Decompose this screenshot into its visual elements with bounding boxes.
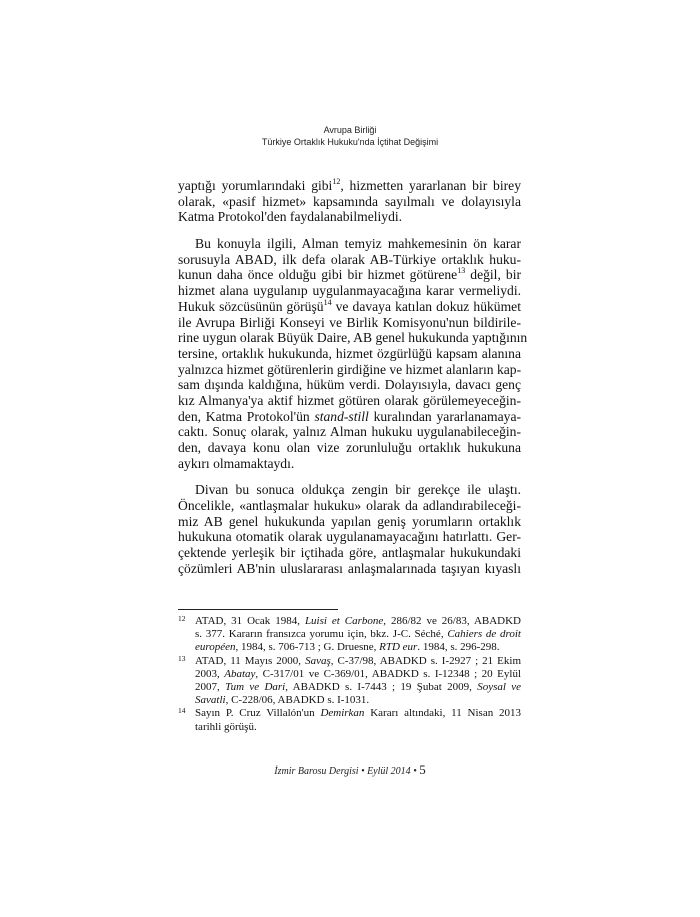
text: , ABADKD s. I-7443 ; 19 Şubat 2009, — [285, 680, 478, 693]
text: , C-37/98, ABADKD s. I-2927 ; 21 Ekim — [330, 654, 522, 667]
text: çektende yerleşik bir içtihada göre, antlaşmalar hukukundaki — [178, 545, 521, 561]
text-line — [178, 529, 521, 545]
text: kunun daha önce olduğu gibi bir hizmet götürene — [178, 267, 458, 283]
running-header-title: Avrupa Birliği — [323, 125, 377, 135]
text: . 1984, s. 296-298. — [417, 641, 500, 654]
italic-text: Demirkan — [320, 707, 365, 720]
text: ATAD, 11 Mayıs 2000, — [195, 654, 306, 667]
text: kuralından yararlanamaya- — [368, 408, 522, 424]
footnote-number: 14 — [178, 706, 186, 716]
text: hukukuna otomatik olarak uygulanamayacağını hatırlattı. Ger- — [178, 529, 521, 545]
text: Sayın P. Cruz Villalón'un — [195, 707, 321, 720]
text-line — [178, 299, 521, 315]
italic-text: RTD eur — [379, 641, 418, 654]
text: yaptığı yorumlarındaki gibi — [178, 178, 333, 193]
text-line — [178, 409, 521, 425]
text-line — [178, 561, 521, 577]
text-line — [195, 655, 521, 668]
italic-text: Cahiers de droit — [447, 628, 521, 641]
text: miz AB genel hukukunda yapılan geniş yorumların ortaklık — [178, 513, 521, 529]
text-line — [178, 236, 521, 252]
paragraph — [178, 236, 528, 471]
footnote-reference[interactable]: 13 — [457, 266, 466, 276]
text: ATAD, 31 Ocak 1984, — [195, 615, 305, 627]
text: , 286/82 ve 26/83, ABADKD — [383, 615, 521, 627]
text-line — [178, 498, 521, 514]
text: Divan bu sonuca oldukça zengin bir gerekçe ile ulaştı. — [195, 482, 521, 498]
text-line — [195, 707, 521, 720]
text: tarihli görüşü. — [195, 720, 257, 733]
text: 2007, — [195, 680, 226, 693]
text-line — [178, 545, 521, 561]
text: , C-228/06, ABADKD s. I-1031. — [225, 694, 370, 707]
text-line — [178, 440, 521, 456]
footnotes — [178, 615, 521, 734]
italic-text: Tum ve Dari — [225, 680, 286, 693]
text-line — [178, 456, 521, 472]
text: değil, bir — [465, 267, 521, 283]
text: , hizmetten yararlanan bir birey — [340, 178, 521, 193]
footnote — [178, 655, 521, 708]
page-footer — [0, 762, 700, 778]
text: Kararı altındaki, 11 Nisan 2013 — [364, 707, 521, 720]
text-line — [178, 424, 521, 440]
text: s. 377. Kararın fransızca yorumu için, bkz. J-C. Séché, — [195, 628, 448, 641]
text: tersine, ortaklık hukukunda, hizmet özgürlüğü kapsam alanına — [178, 345, 521, 361]
body-text — [178, 177, 528, 577]
footer-separator: • — [413, 766, 417, 777]
italic-text: Abatay — [224, 667, 256, 680]
text: aykırı olmamaktaydı. — [178, 455, 295, 471]
text: ve davaya katılan dokuz hükümet — [331, 298, 521, 314]
text: , 1984, s. 706-713 ; G. Druesne, — [235, 641, 380, 654]
text-line — [195, 694, 521, 707]
text-line — [178, 393, 521, 409]
italic-text: stand-still — [314, 408, 369, 424]
text: Katma Protokol'den faydalanabilmeliydi. — [178, 209, 403, 225]
text-line — [195, 641, 521, 654]
text-line — [178, 252, 521, 268]
text-line — [178, 315, 521, 331]
text-line — [195, 721, 521, 734]
text: Bu konuyla ilgili, Alman temyiz mahkemesinin ön karar — [195, 236, 521, 252]
text-line — [178, 267, 521, 283]
text-line — [178, 194, 521, 210]
footnote-reference[interactable]: 12 — [332, 177, 341, 186]
italic-text: Savaş — [305, 654, 331, 667]
italic-text: européen — [195, 641, 236, 654]
italic-text: Luisi et Carbone — [304, 615, 384, 627]
text-line — [195, 628, 521, 641]
running-header-subtitle: Türkiye Ortaklık Hukuku'nda İçtihat Değişimi — [261, 137, 439, 147]
text-line — [178, 346, 521, 362]
text-line — [178, 514, 521, 530]
footnote-number: 12 — [178, 614, 186, 623]
text: Hukuk sözcüsünün görüşü — [178, 298, 324, 314]
page-number: 5 — [419, 762, 426, 777]
text-line — [178, 362, 521, 378]
text: ile Avrupa Birliği Konseyi ve Birlik Komisyonu'nun bildirile- — [178, 314, 521, 330]
text-line — [178, 283, 521, 299]
text: 2003, — [195, 667, 225, 680]
text-line — [178, 178, 521, 194]
text: çözümleri AB'nin uluslararası anlaşmalarınada taşıyan kıyaslı — [178, 560, 521, 576]
text-line — [195, 668, 521, 681]
footnote — [178, 707, 521, 733]
text-line — [178, 330, 528, 346]
text-line — [195, 615, 521, 628]
issue-date: Eylül 2014 — [367, 766, 411, 777]
footer-separator: • — [361, 766, 365, 777]
italic-text: Soysal ve — [477, 680, 522, 693]
footnote — [178, 615, 521, 655]
text: , C-317/01 ve C-369/01, ABADKD s. I-12348 ; 20 Eylül — [255, 667, 521, 680]
footnote-number: 13 — [178, 653, 186, 663]
text-line — [195, 681, 521, 694]
text: caktı. Sonuç olarak, yalnız Alman hukuku uygulanabileceğin- — [178, 424, 521, 440]
journal-name: İzmir Barosu Dergisi — [274, 766, 359, 777]
text: kız Almanya'ya aktif hizmet götüren olarak görülemeyeceğin- — [178, 392, 521, 408]
text-line — [178, 209, 521, 225]
text: den, davaya konu olan vize zorunluluğu ortaklık hukukuna — [178, 440, 521, 455]
text: olarak, «pasif hizmet» kapsamında sayılmalı ve dolayısıyla — [178, 193, 521, 209]
text: yalnızca hizmet götürenlerin girdiğine ve hizmet alanların kap- — [178, 361, 522, 377]
text: den, Katma Protokol'ün — [178, 408, 315, 424]
paragraph — [178, 482, 521, 576]
text: hizmet alana uygulanıp uygulanmayacağına karar vermeliydi. — [178, 283, 521, 299]
text: rine uygun olarak Büyük Daire, AB genel hukukunda yaptığının — [178, 330, 528, 346]
italic-text: Savatli — [195, 694, 226, 707]
text: Öncelikle, «antlaşmalar hukuku» olarak da adlandırabileceği- — [178, 498, 521, 514]
footnote-reference[interactable]: 14 — [323, 297, 332, 307]
paragraph — [178, 178, 521, 225]
text: sorusuyla ABAD, ilk defa olarak AB-Türkiye ortaklık huku- — [178, 251, 521, 267]
footnote-divider — [178, 609, 338, 610]
text: sam dışında kaldığına, hüküm verdi. Dolayısıyla, davacı genç — [178, 377, 521, 393]
text-line — [178, 377, 521, 393]
text-line — [178, 482, 521, 498]
